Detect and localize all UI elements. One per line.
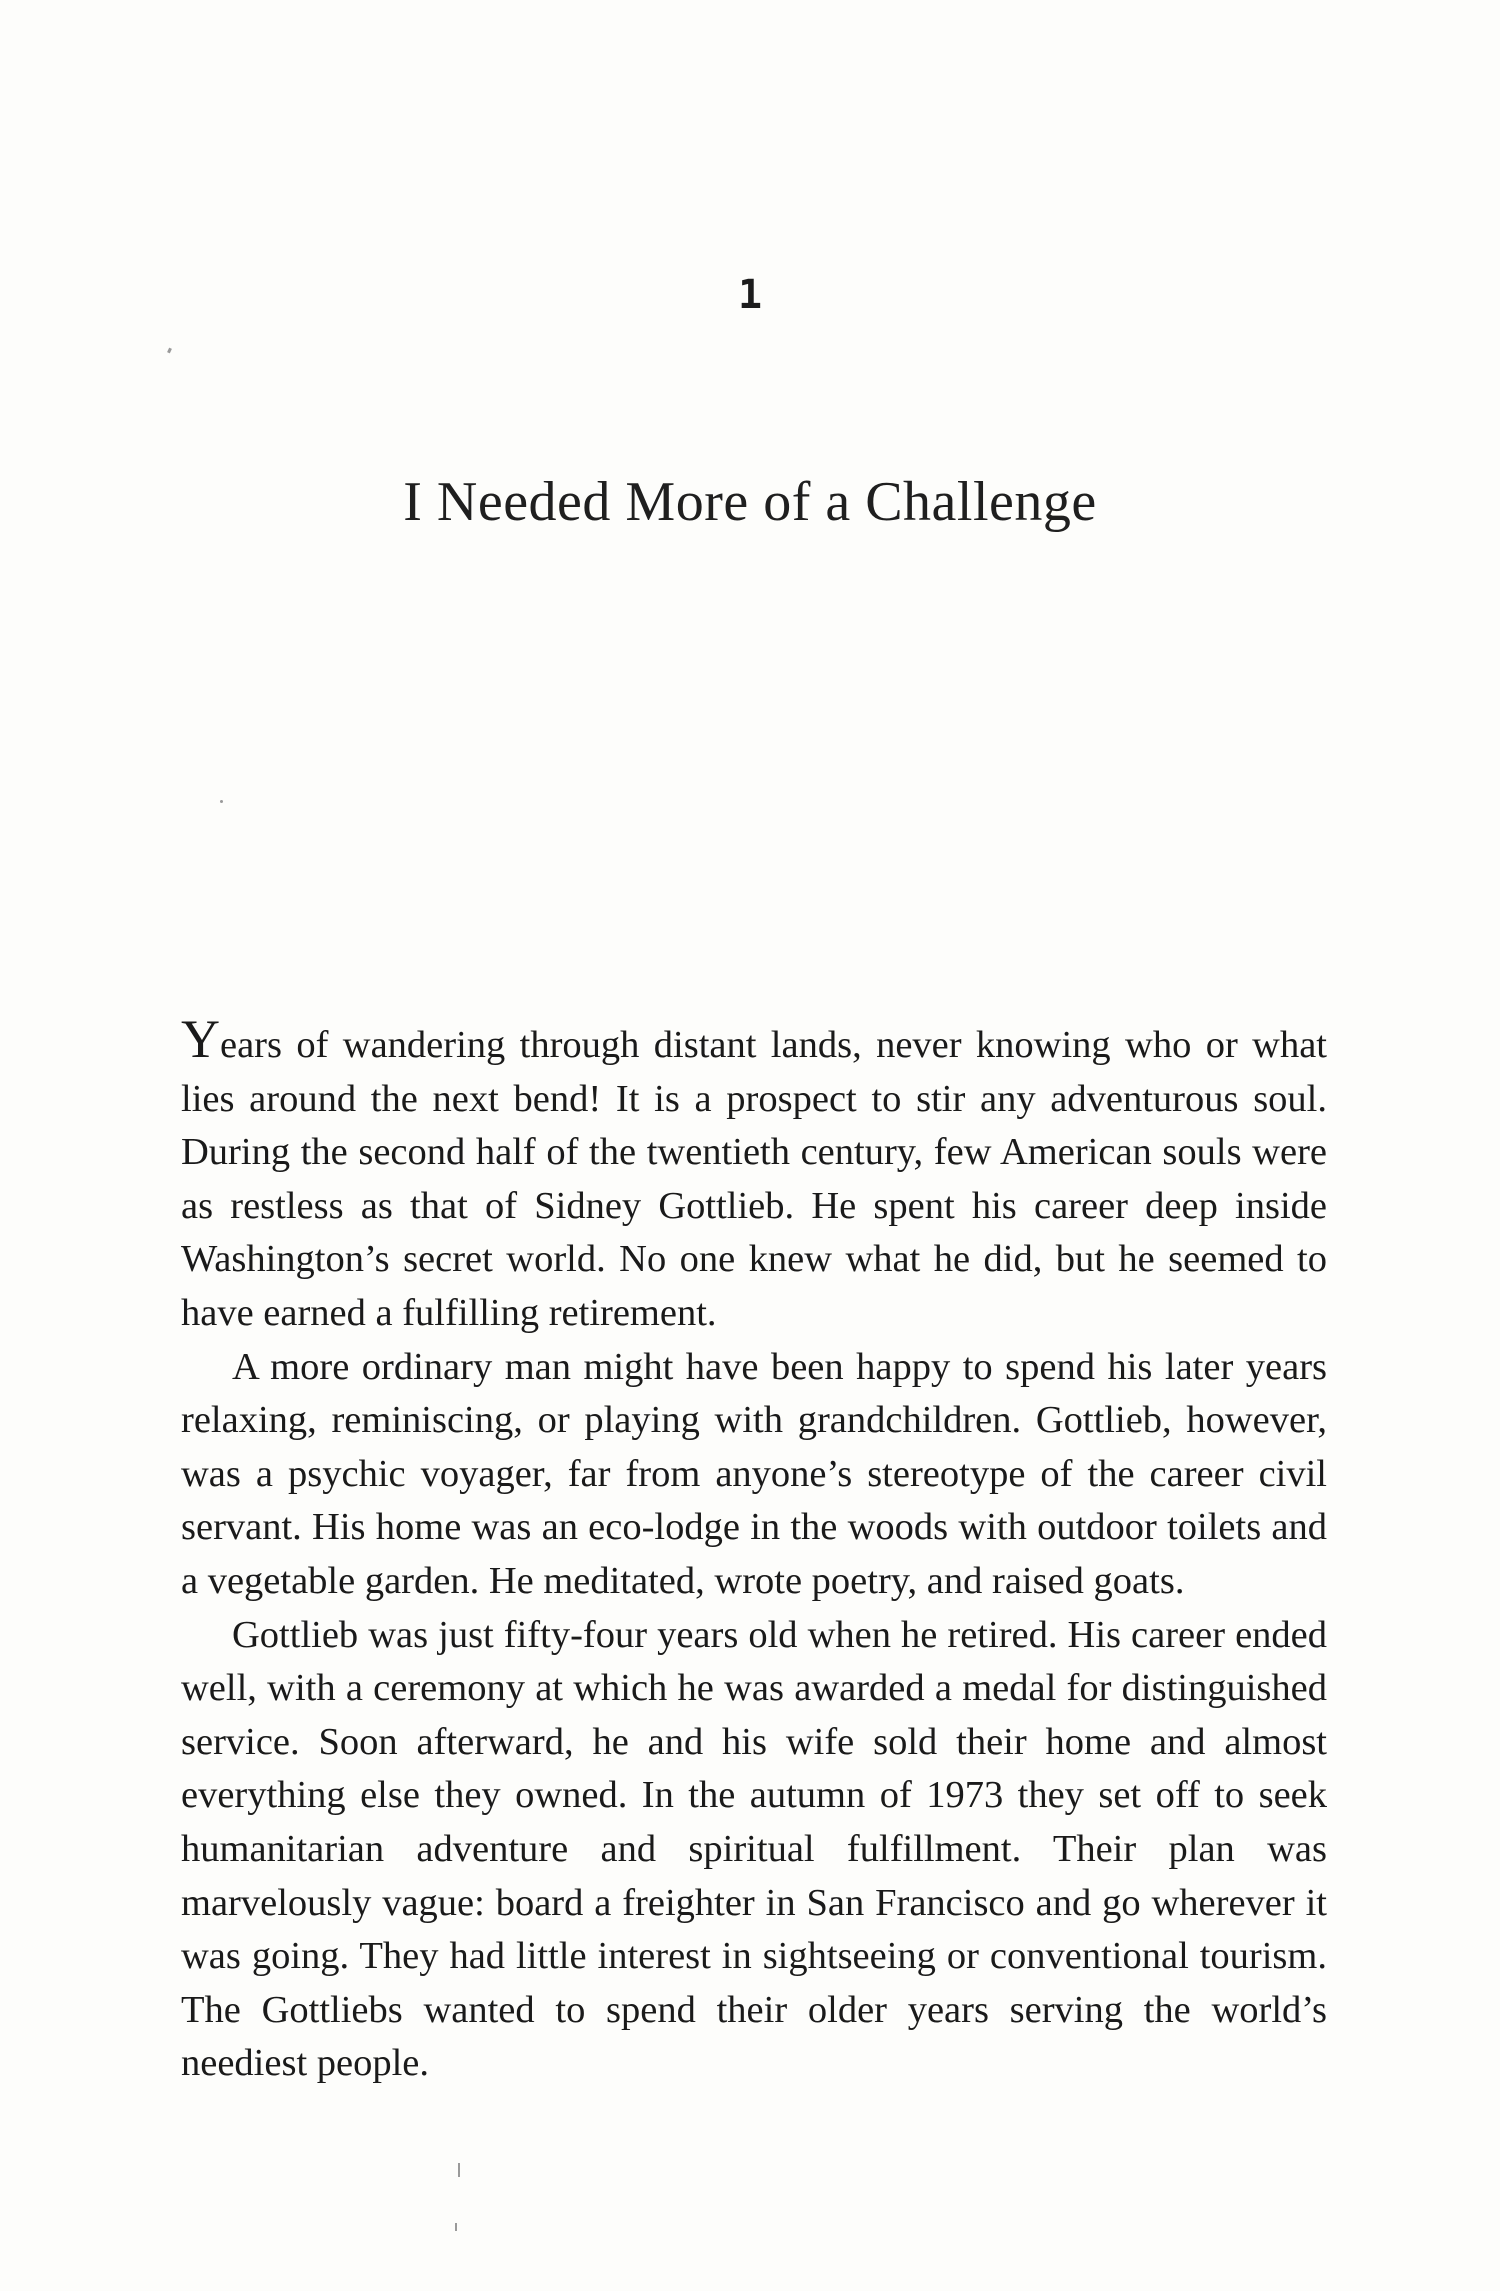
scan-speck	[167, 348, 172, 354]
chapter-number: 1	[737, 272, 763, 318]
drop-cap-initial: Y	[181, 1009, 220, 1069]
scan-speck	[455, 2223, 457, 2231]
paragraph-3: Gottlieb was just fifty-four years old when he retired. His career ended well, with a ceremony at which he was awarded a medal for distinguished service. Soon afterward, he and his wife sold their home and almost everything else they owned. In the autumn of 1973 they set off to seek humanitarian adventure and spiritual fulfillment. Their plan was marvelously vague: board a freighter in San Francisco and go wherever it was going. They had little interest in sightseeing or conventional tourism. The Gottliebs wanted to spend their older years serving the world’s neediest people.	[181, 1613, 1327, 2085]
paragraph-2: A more ordinary man might have been happy to spend his later years relaxing, reminiscing, or playing with grandchildren. Gottlieb, however, was a psychic voyager, far from anyone’s stereotype of the career civil servant. His home was an eco-lodge in the woods with outdoor toilets and a vegetable garden. He meditated, wrote poetry, and raised goats.	[181, 1345, 1327, 1602]
chapter-title: I Needed More of a Challenge	[403, 471, 1097, 533]
scan-speck	[458, 2163, 460, 2177]
paragraph-1-text: ears of wandering through distant lands, never knowing who or what lies around the next bend! It is a prospect to stir any adventurous soul. During the second half of the twentieth century, few American souls were as restless as that of Sidney Gottlieb. He spent his career deep inside Washington’s secret world. No one knew what he did, but he seemed to have earned a fulfilling retirement.	[181, 1024, 1327, 1334]
scan-speck	[220, 800, 223, 803]
paragraph-1	[181, 1009, 1327, 1341]
body-text	[181, 1009, 1327, 2091]
